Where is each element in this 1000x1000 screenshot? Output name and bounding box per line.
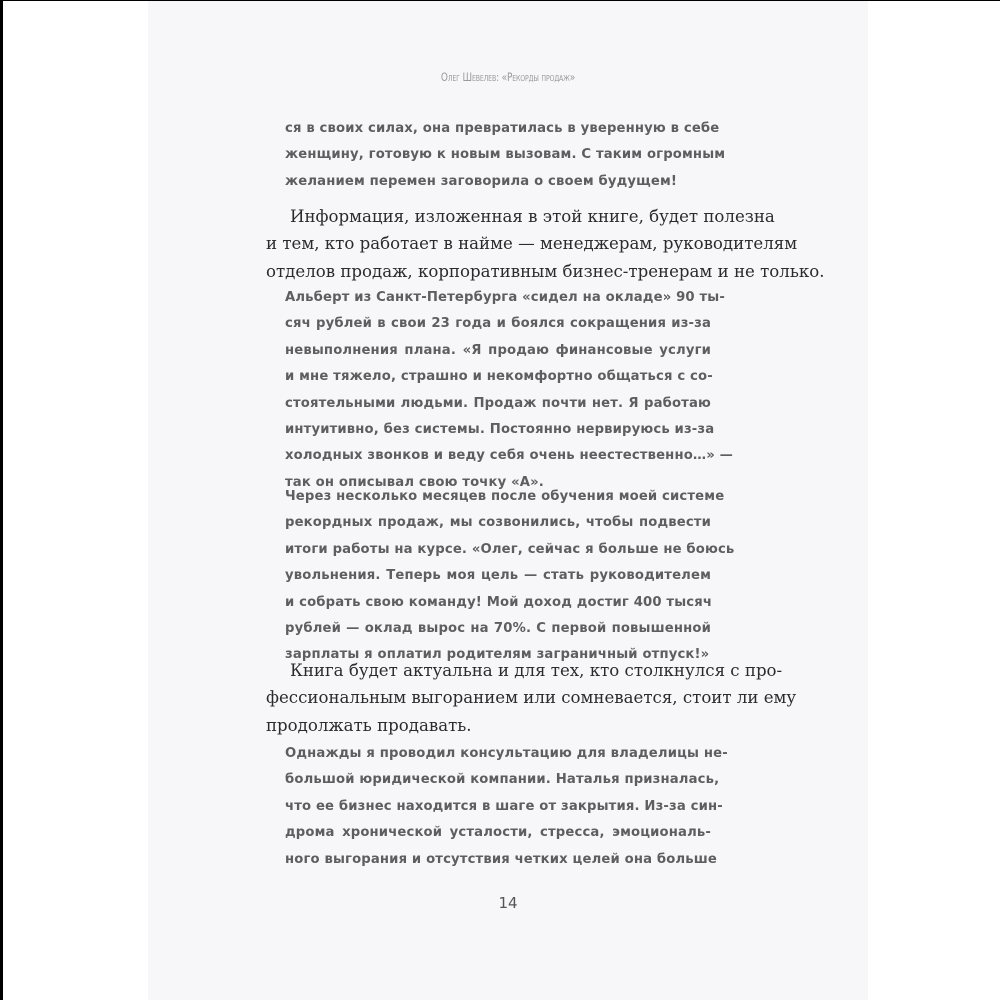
text-line: дрома хронической усталости, стресса, эмоциональ- bbox=[285, 825, 711, 841]
text-line: рублей — оклад вырос на 70%. С первой повышенной bbox=[285, 621, 711, 637]
text-line: и мне тяжело, страшно и некомфортно общаться с со- bbox=[285, 369, 713, 385]
page-number: 14 bbox=[498, 894, 518, 912]
text-line: и собрать свою команду! Мой доход достиг 400 тысяч bbox=[285, 594, 713, 610]
quote-paragraph-3 bbox=[285, 484, 735, 669]
text-line: продолжать продавать. bbox=[266, 715, 472, 735]
text-line: отделов продаж, корпоративным бизнес-тренерам и не только. bbox=[266, 261, 825, 281]
text-line: Информация, изложенная в этой книге, будет полезна bbox=[290, 207, 775, 226]
text-line: и тем, кто работает в найме — менеджерам, руководителям bbox=[266, 234, 798, 254]
text-line: большой юридической компании. Наталья призналась, bbox=[285, 772, 720, 788]
book-page bbox=[148, 1, 868, 1000]
text-line: сяч рублей в свои 23 года и боялся сокращения из-за bbox=[285, 316, 711, 332]
text-line: ного выгорания и отсутствия четких целей она больше bbox=[285, 851, 717, 867]
body-paragraph-2 bbox=[266, 657, 797, 739]
text-line: холодных звонков и веду себя очень неестественно…» — bbox=[285, 448, 734, 464]
quote-paragraph-2 bbox=[285, 285, 734, 496]
text-line: Альберт из Санкт-Петербурга «сидел на окладе» 90 ты- bbox=[285, 290, 725, 305]
text-line: ся в своих силах, она превратилась в уверенную в себе bbox=[285, 121, 720, 136]
text-line: женщину, готовую к новым вызовам. С таким огромным bbox=[285, 147, 726, 163]
text-line: невыполнения плана. «Я продаю финансовые услуги bbox=[285, 342, 711, 358]
text-line: стоятельными людьми. Продаж почти нет. Я работаю bbox=[285, 395, 711, 411]
text-line: интуитивно, без системы. Постоянно нервируюсь из-за bbox=[285, 422, 715, 438]
text-line: Однажды я проводил консультацию для владелицы не- bbox=[285, 746, 728, 761]
body-paragraph-1 bbox=[266, 203, 825, 285]
text-line: зарплаты я оплатил родителям заграничный отпуск!» bbox=[285, 647, 710, 663]
text-line: желанием перемен заговорила о своем будущем! bbox=[285, 173, 678, 189]
text-line: увольнения. Теперь моя цель — стать руководителем bbox=[285, 568, 711, 584]
text-line: итоги работы на курсе. «Олег, сейчас я больше не боюсь bbox=[285, 541, 735, 557]
text-line: фессиональным выгоранием или сомневается, стоит ли ему bbox=[266, 688, 797, 708]
text-line: Через несколько месяцев после обучения моей системе bbox=[285, 489, 725, 504]
text-line: Книга будет актуальна и для тех, кто столкнулся с про- bbox=[290, 661, 783, 680]
text-line: что ее бизнес находится в шаге от закрытия. Из-за син- bbox=[285, 798, 723, 814]
running-head: Олег Шевелев: «Рекорды продаж» bbox=[440, 70, 576, 84]
text-line: так он описывал свою точку «А». bbox=[285, 474, 544, 490]
text-line: рекордных продаж, мы созвонились, чтобы подвести bbox=[285, 515, 711, 531]
quote-paragraph-1 bbox=[285, 116, 726, 195]
quote-paragraph-4 bbox=[285, 741, 728, 873]
